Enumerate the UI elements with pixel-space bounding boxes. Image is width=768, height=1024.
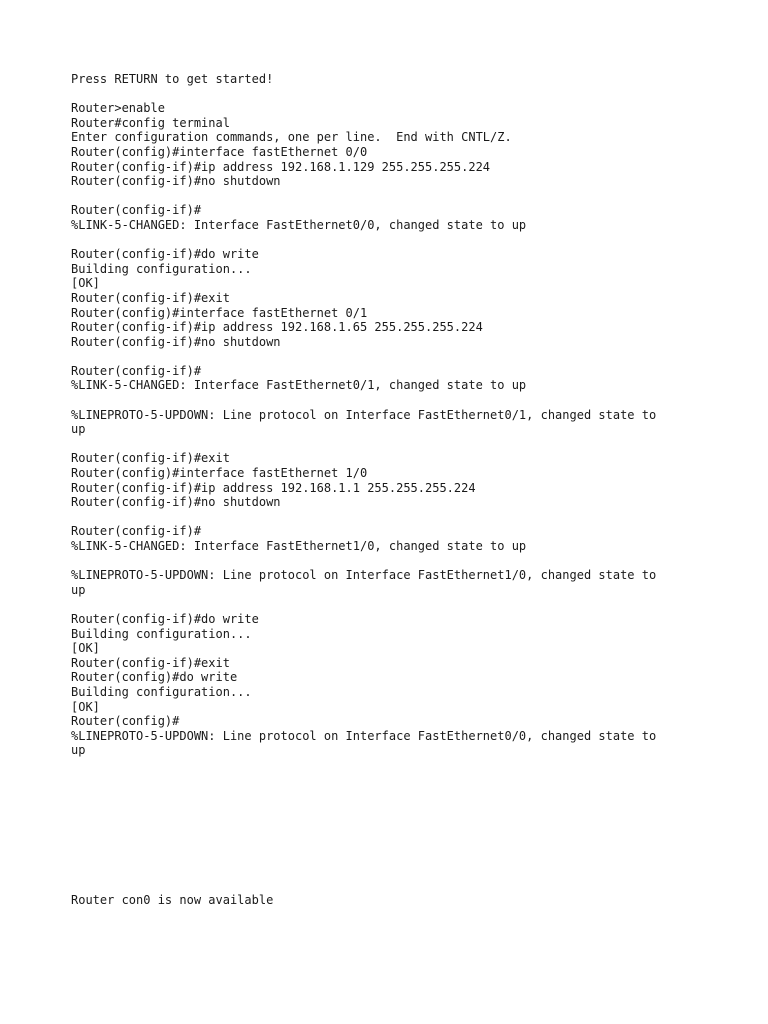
console-footer-line: Router con0 is now available (71, 893, 274, 907)
console-blank-line (71, 554, 711, 569)
console-blank-line (71, 437, 711, 452)
console-line: %LINK-5-CHANGED: Interface FastEthernet0/0, changed state to up (71, 217, 527, 232)
console-line: up (71, 422, 86, 437)
console-blank-line (71, 393, 711, 408)
console-line: Building configuration... (71, 684, 252, 699)
console-line: Router(config-if)# (71, 363, 202, 378)
console-line: Router(config-if)#do write (71, 611, 259, 626)
console-blank-line (71, 87, 711, 102)
console-line: Router(config-if)#ip address 192.168.1.65 255.255.255.224 (71, 320, 483, 335)
console-output (71, 72, 711, 758)
console-line: %LINK-5-CHANGED: Interface FastEthernet0/1, changed state to up (71, 378, 527, 393)
console-line: Router(config-if)#no shutdown (71, 174, 281, 189)
console-line: Building configuration... (71, 626, 252, 641)
console-line: Router(config)#do write (71, 670, 238, 685)
console-line: Router(config-if)#exit (71, 451, 230, 466)
console-line: %LINEPROTO-5-UPDOWN: Line protocol on Interface FastEthernet0/0, changed state to (71, 728, 657, 743)
console-line: [OK] (71, 699, 100, 714)
console-line: Building configuration... (71, 261, 252, 276)
console-line: Router(config)#interface fastEthernet 0/0 (71, 144, 368, 159)
console-line: Enter configuration commands, one per line. End with CNTL/Z. (71, 130, 512, 145)
console-line: Router(config-if)# (71, 203, 202, 218)
console-line: Router(config-if)#ip address 192.168.1.1 255.255.255.224 (71, 480, 476, 495)
console-line: %LINEPROTO-5-UPDOWN: Line protocol on Interface FastEthernet0/1, changed state to (71, 407, 657, 422)
console-line: Router(config-if)# (71, 524, 202, 539)
console-blank-line (71, 189, 711, 204)
console-blank-line (71, 349, 711, 364)
console-line: %LINEPROTO-5-UPDOWN: Line protocol on Interface FastEthernet1/0, changed state to (71, 568, 657, 583)
console-line: Router(config-if)#no shutdown (71, 334, 281, 349)
console-line: Router(config)#interface fastEthernet 1/0 (71, 466, 368, 481)
console-line: %LINK-5-CHANGED: Interface FastEthernet1/0, changed state to up (71, 539, 527, 553)
console-line: up (71, 582, 86, 597)
console-line: [OK] (71, 641, 100, 656)
console-line: Router(config-if)#exit (71, 290, 230, 305)
console-line: Router(config-if)#do write (71, 247, 259, 262)
console-blank-line (71, 233, 711, 248)
console-line: Router(config-if)#no shutdown (71, 495, 281, 510)
console-line: Router(config)# (71, 714, 180, 729)
console-line: up (71, 743, 86, 758)
console-line: Router(config-if)#ip address 192.168.1.129 255.255.255.224 (71, 159, 491, 174)
console-line: Router>enable (71, 101, 165, 116)
console-line: Press RETURN to get started! (71, 72, 274, 86)
console-blank-line (71, 597, 711, 612)
console-line: [OK] (71, 276, 100, 291)
console-line: Router(config-if)#exit (71, 655, 230, 670)
console-blank-line (71, 510, 711, 525)
console-line: Router#config terminal (71, 115, 230, 130)
console-line: Router(config)#interface fastEthernet 0/1 (71, 305, 368, 320)
